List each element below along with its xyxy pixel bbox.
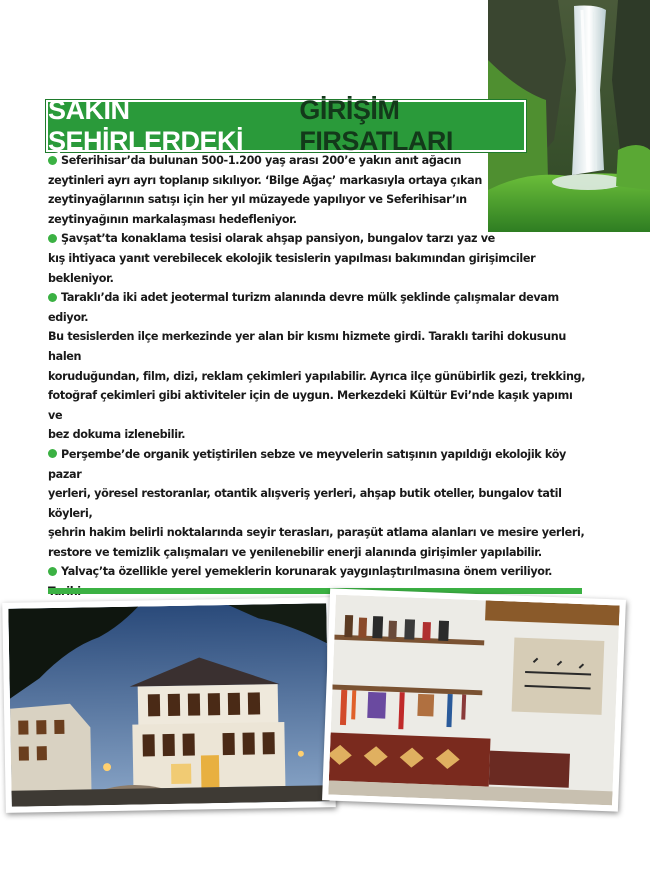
bullet-dot-icon [48,567,57,576]
bullet-text: Bu tesislerden ilçe merkezinde yer alan bir kısmı hizmete girdi. Taraklı tarihi dokusunu halen [48,330,566,363]
bullet-text: bez dokuma izlenebilir. [48,428,186,442]
bullet-text: Taraklı’da iki adet jeotermal turizm alanında devre mülk şeklinde çalışmalar devam ediyor. [48,291,559,324]
bullet-text: Şavşat’ta konaklama tesisi olarak ahşap pansiyon, bungalov tarzı yaz ve [61,232,495,246]
bullet-line [48,386,588,425]
bullet-line [48,327,588,366]
bullet-dot-icon [48,293,57,302]
bullet-text: yerleri, yöresel restoranlar, otantik alışveriş yerleri, ahşap butik oteller, bungalov tatil köyleri, [48,487,562,520]
bullet-text: zeytinyağlarının satışı için her yıl müzayede yapılıyor ve Seferihisar’ın [48,193,467,207]
bullet-text: Perşembe’de organik yetiştirilen sebze ve meyvelerin satışının yapıldığı ekolojik köy pazar [48,447,567,481]
bullet-line [48,249,588,288]
bullet-line [48,229,588,249]
bullet-line [48,210,588,230]
bullet-dot-icon [48,156,57,165]
ottoman-house-photo [8,603,329,807]
page-title [46,95,526,156]
bullet-text: Yalvaç’ta özellikle yerel yemeklerin korunarak yaygınlaştırılmasına önem veriliyor. [61,565,553,579]
bullet-text: şehrin hakim belirli noktalarında seyir terasları, paraşüt atlama alanları ve mesire yerleri, [48,526,585,540]
bullet-line [48,288,588,327]
bullet-text: zeytinyağının markalaşması hedefleniyor. [48,212,297,226]
bullet-text: zeytinleri ayrı ayrı toplanıp sıkılıyor. ‘Bilge Ağaç’ markasıyla ortaya çıkan [48,173,482,187]
bullet-line [48,367,588,387]
bullet-text: Seferihisar’da bulunan 500-1.200 yaş arası 200’e yakın anıt ağacın [61,154,462,167]
bullet-text: koruduğundan, film, dizi, reklam çekimleri yapılabilir. Ayrıca ilçe günübirlik gezi, trekking, [48,369,586,383]
bullet-line [48,484,588,523]
bullet-line [48,151,588,171]
bullet-line [48,543,588,563]
bullet-item [48,151,588,229]
bullet-item [48,229,588,288]
bullet-text: fotoğraf çekimleri gibi aktiviteler için de uygun. Merkezdeki Kültür Evi’nde kaşık yapımı ve [48,389,573,422]
divider [48,588,582,594]
house-photo-card [2,597,336,813]
bullet-dot-icon [48,234,57,243]
interior-photo-card [322,588,626,811]
title-part-2: GİRİŞİM FIRSATLARI [299,95,453,156]
bullet-text: restore ve temizlik çalışmaları ve yenilenebilir enerji alanında girişimler yapılabilir. [48,545,542,559]
title-part-1: SAKİN ŞEHİRLERDEKİ [48,95,244,156]
bullet-line [48,445,588,484]
bullet-item [48,445,588,563]
bullet-line [48,523,588,543]
bullet-line [48,425,588,445]
bullet-text: kış ihtiyaca yanıt verebilecek ekolojik tesislerin yapılması bakımından girişimciler bekleniyor. [48,251,536,285]
bullet-line [48,190,588,210]
bullet-item [48,288,588,445]
bullet-line [48,171,588,191]
handicraft-room-photo [328,595,619,806]
bullet-dot-icon [48,449,57,458]
